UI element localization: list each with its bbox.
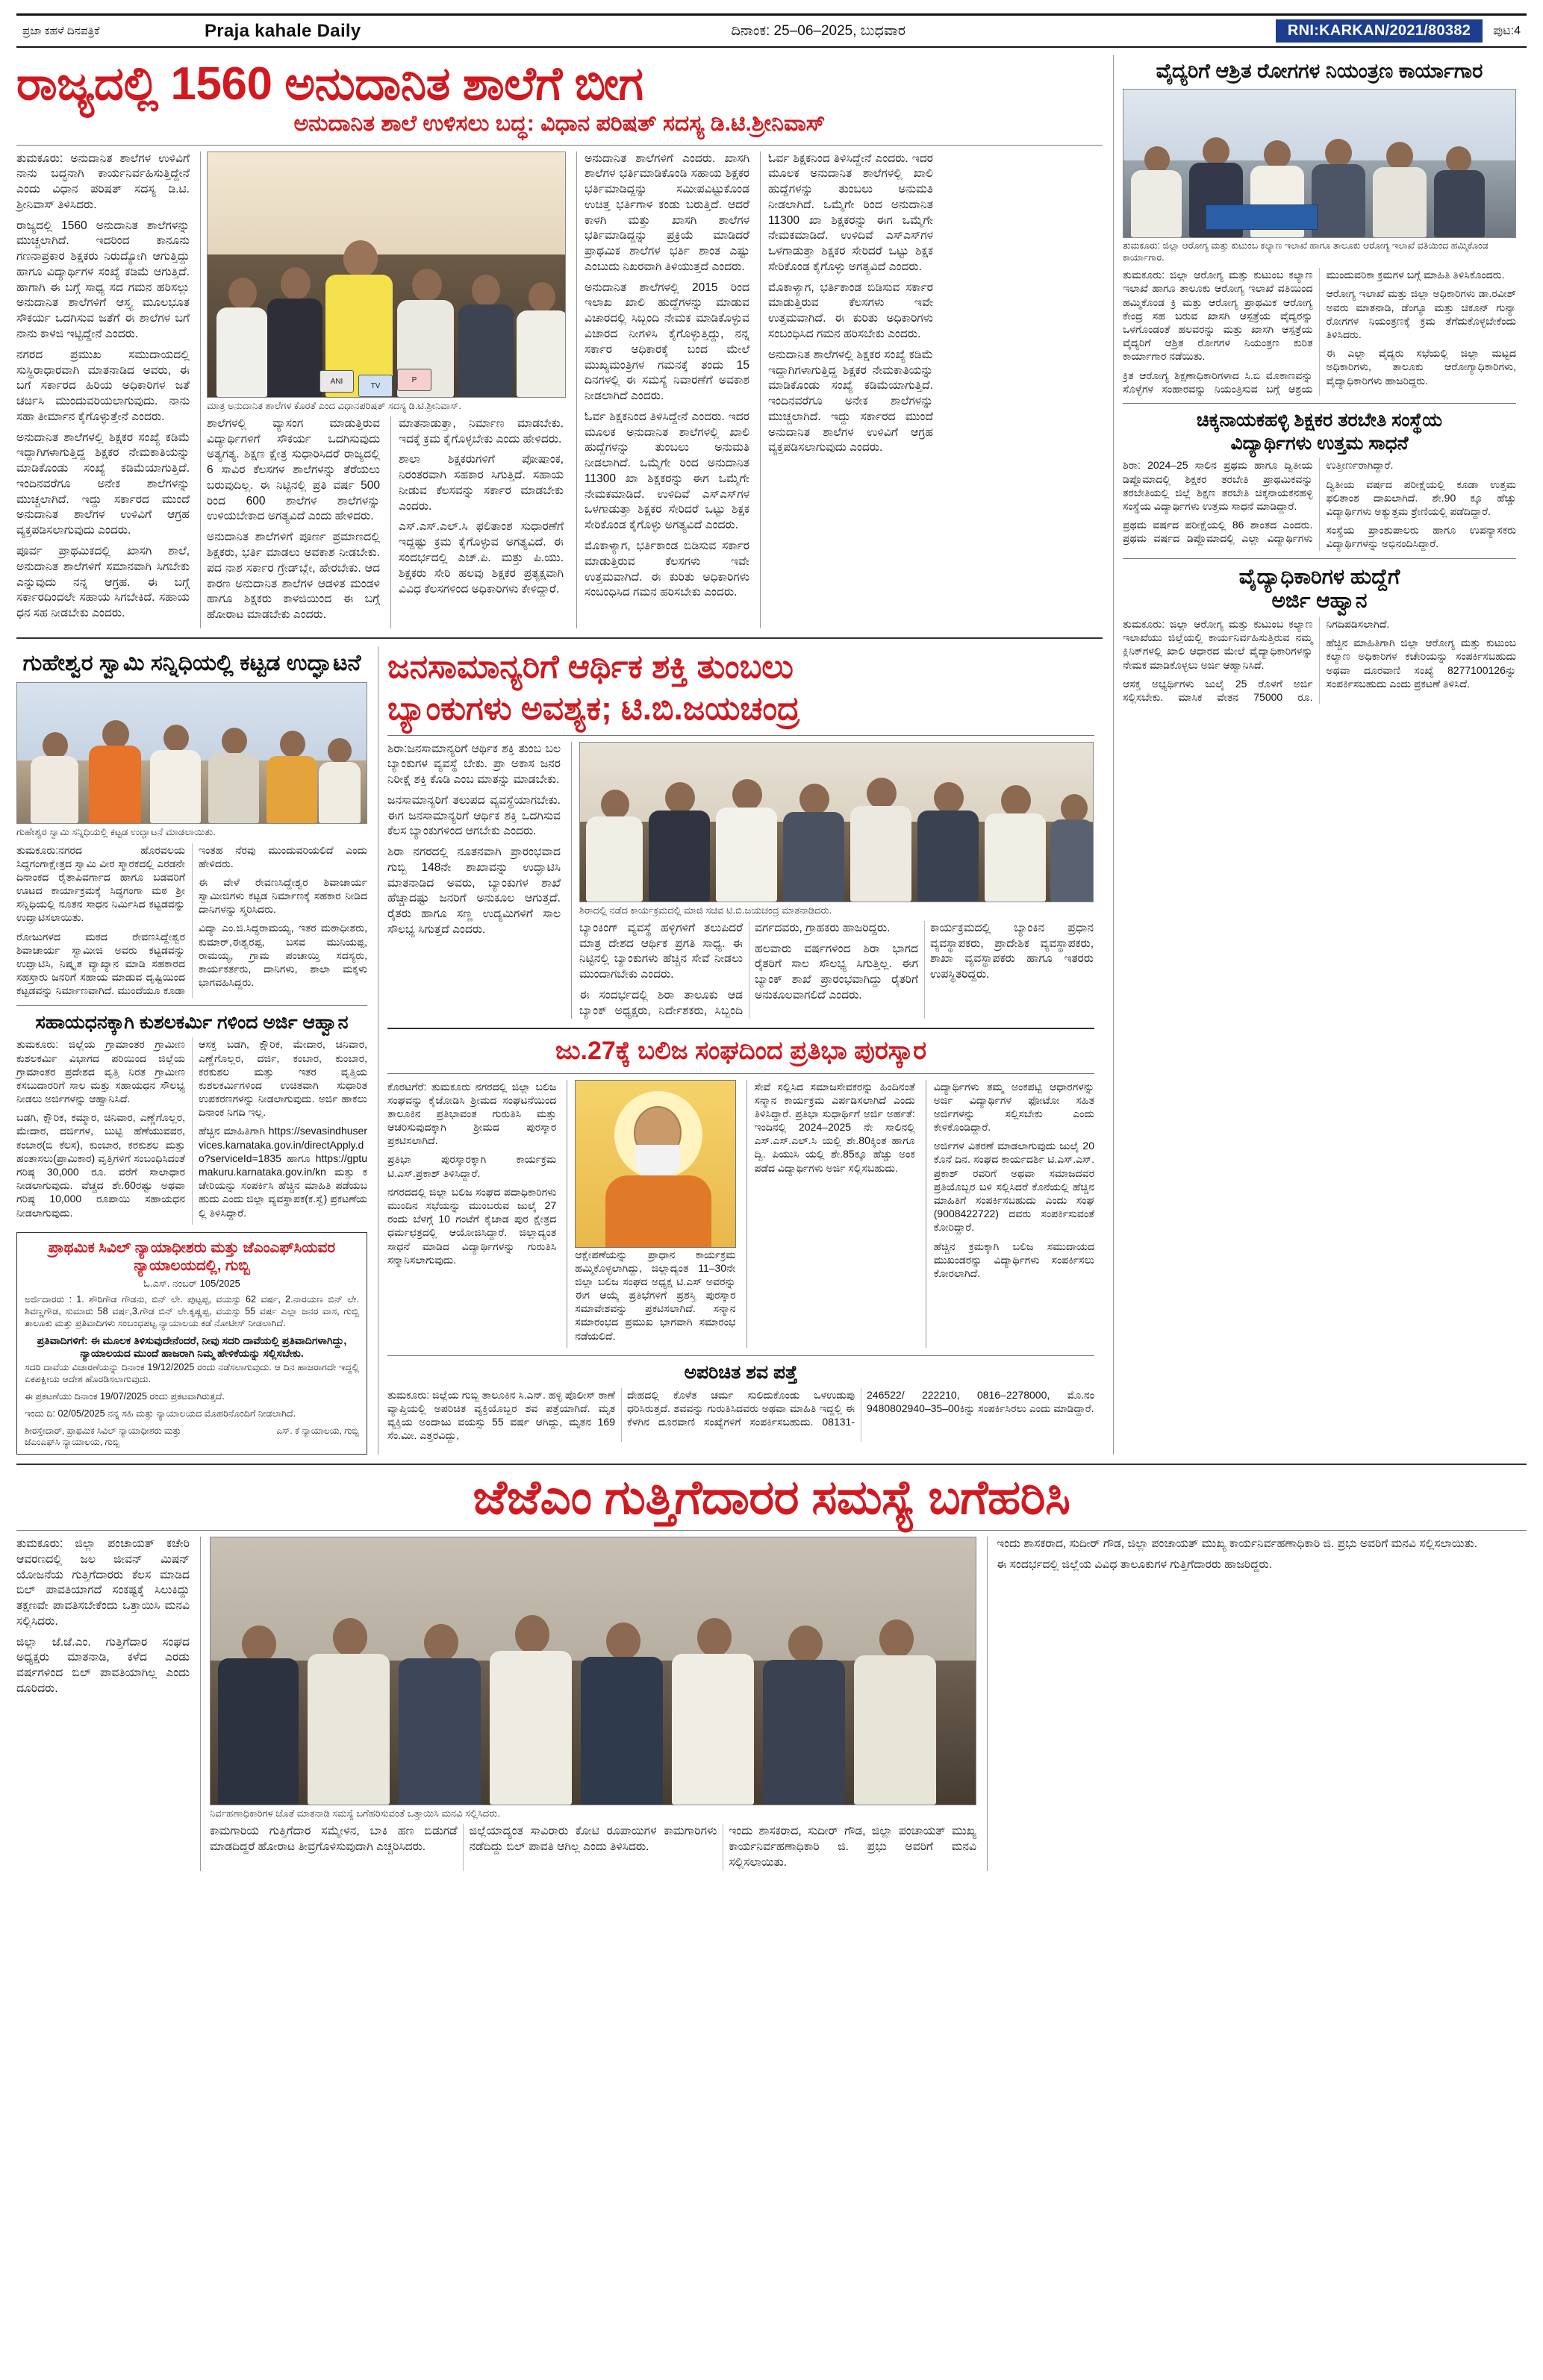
guheshwara-photo [16,682,367,824]
right-story3-headline-l1: ವೈದ್ಯಾಧಿಕಾರಿಗಳ ಹುದ್ದೆಗೆ [1238,564,1400,588]
lead-para: ಶಾಲಾ ಶಿಕ್ಷಕರುಗಳಿಗೆ ಪೋಷಾಂಕ, ನಿರಂತರವಾಗಿ ಸಹಕಾರ ಸಿಗುತ್ತಿದೆ. ಸಹಾಯ ನೀಡುವ ಕೆಲಸವನ್ನು ಸರ್ಕಾರ ಮಾಡಬೇಕು ಎಂದರು. [399,453,564,513]
bottom-photo-caption: ನಿರ್ವಹಣಾಧಿಕಾರಿಗಳ ಜೊತೆ ಮಾತನಾಡಿ ಸಮಸ್ಯೆ ಬಗೆಹರಿಸುವಂತೆ ಒತ್ತಾಯಿಸಿ ಮನವಿ ಸಲ್ಲಿಸಿದರು. [210,1808,500,1819]
masthead-page-number: ಪುಟ:4 [1493,24,1521,37]
bank-para: ಶಿರಾ:ಜನಸಾಮಾನ್ಯರಿಗೆ ಆರ್ಥಿಕ ಶಕ್ತಿ ತುಂಬ ಬಲ ಬ್ಯಾಂಕುಗಳ ವ್ಯವಸ್ಥೆ ಬೇಕು. ಪ್ರಾ ಅಕಾಸ ಜನರ ನಿರೀಕ್ಷೆ ಶಕ್ತಿ ಕೊಡಿ ಎಂಬ ಮಾತನ್ನು ಮಾಡಬೇಕು. [387,742,561,787]
award-para: ವಿದ್ಯಾರ್ಥಿಗಳು ತಮ್ಮ ಅಂಕಪಟ್ಟಿ ಆಧಾರಗಳನ್ನು ಅರ್ಜಿ ವಿದ್ಯಾರ್ಥಿಗಳ ಫೋಟೋ ಸಹಿತ ಅರ್ಜಿಗಳನ್ನು ಸಲ್ಲಿಸಬೇಕು ಎಂದು ಕೇಳಿಕೊಂಡಿದ್ದಾರೆ. [933,1080,1094,1134]
legal-para: ಈ ಪ್ರಕಟಣೆಯು ದಿನಾಂಕ 19/07/2025 ರಂದು ಪ್ರಕಟವಾಗಿರುತ್ತದೆ. [25,1391,225,1402]
second-band [16,646,1103,1455]
bottom-para: ಇಂದು ಶಾಸಕರಾದ, ಸುದೀರ್ ಗೌಡ, ಜಿಲ್ಲಾ ಪಂಚಾಯತ್ ಮುಖ್ಯ ಕಾರ್ಯನಿರ್ವಹಣಾಧಿಕಾರಿ ಜಿ. ಪ್ರಭು ಅವರಿಗೆ ಮನವಿ ಸಲ್ಲಿಸಲಾಯಿತು. [997,1537,1478,1550]
right-story2-para: ಶಿರಾ: 2024–25 ಸಾಲಿನ ಪ್ರಥಮ ಹಾಗೂ ದ್ವಿತೀಯ ಡಿಪ್ಲೊಮಾದಲ್ಲಿ ಶಿಕ್ಷಕರ ತರಬೇತಿ ಪ್ರಾಥಮಿಕವನ್ನು ತರಬೇತಿಯಲ್ಲಿ ಜಿಲ್ಲೆ ಶಿಕ್ಷಣ ತರಬೇತಿ ಚಿಕ್ಕನಾಯಕನಹಳ್ಳಿ ಸಂಸ್ಥೆಯ ವಿದ್ಯಾರ್ಥಿಗಳು ಉತ್ತಮ ಸಾಧನೆ ಮಾಡಿದ್ದಾರೆ. [1123,459,1313,513]
lead-col-5 [760,152,933,628]
lead-photo: ANI TV P [207,152,566,398]
page-columns [16,55,1527,1455]
bottom-para: ಜಿಲ್ಲೆಯಾದ್ಯಂತ ಸಾವಿರಾರು ಕೋಟಿ ರೂಪಾಯಿಗಳ ಕಾಮಗಾರಿಗಳು ನಡೆದಿದ್ದು ಬಿಲ್ ಪಾವತಿ ಆಗಿಲ್ಲ ಎಂದು ತಿಳಿಸಿದರು. [469,1825,717,1854]
bank-photo-block [571,742,1094,1019]
legal-court-heading: ಪ್ರಾಥಮಿಕ ಸಿವಿಲ್ ನ್ಯಾಯಾಧೀಶರು ಮತ್ತು ಜೆಎಂಎಫ್‌ಸಿಯವರ ನ್ಯಾಯಾಲಯದಲ್ಲಿ, ಗುಬ್ಬಿ [48,1239,336,1274]
lead-para: ತುಮಕೂರು: ಅನುದಾನಿತ ಶಾಲೆಗಳ ಉಳಿವಿಗೆ ನಾನು ಬದ್ಧನಾಗಿ ಕಾರ್ಯನಿರ್ವಹಿಸುತ್ತಿದ್ದೇನೆ ಎಂದು ವಿಧಾನ ಪರಿಷತ್ ಸದಸ್ಯ ಡಿ.ಟಿ. ಶ್ರೀನಿವಾಸ್ ತಿಳಿಸಿದರು. [16,152,190,211]
right-story1-para: ಆರೋಗ್ಯ ಇಲಾಖೆ ಮತ್ತು ಜಿಲ್ಲಾ ಅಧಿಕಾರಿಗಳು ಡಾ.ರವೀಶ್ ಅವರು ಮಾತನಾಡಿ, ಡೆಂಗ್ಯೂ ಮತ್ತು ಚಿಕೂನ್ ಗುನ್ಯಾ ರೋಗಗಳ ನಿಯಂತ್ರಣಕ್ಕೆ ಕ್ರಮ ತೆಗೆದುಕೊಳ್ಳಬೇಕೆಂದು ತಿಳಿಸಿದರು. [1326,287,1516,341]
unknown-body-para: ದೇಹದಲ್ಲಿ ಕೊಳೆತ ಚರ್ಮ ಸುಲಿದುಕೊಂಡು ಒಳಉಡುಪು ಧರಿಸಿರುತ್ತದೆ. ಶವವನ್ನು ಗುರುತಿಸಿದವರು ಅಥವಾ ಮಾಹಿತಿ ಇದ್ದಲ್ಲಿ ಈ ಕೆಳಗಿನ ದೂರವಾಣಿ ಸಂಖ್ಯೆಗಳಿಗೆ ಸಂಪರ್ಕಿಸಬಹುದು. 08131-246522/ 222210, 0816–2278000, ಮೊ.ನಂ 9480802940–35–00ಕಿನ್ನು ಸಂಪರ್ಕಿಸಿರಲು ಎಂದು ಮಾಡಿದ್ದಾರೆ. [627,1388,1094,1428]
right-story1-para: ಕ್ರಿತ ಆರೋಗ್ಯ ಶಿಕ್ಷಣಾಧಿಕಾರಿಗಳಾದ ಸಿ.ಬಿ ಮೊಕಾಣವನ್ನು ಸೊಳ್ಳೆಗಳ ಸಂಹಾರವನ್ನು ನಿಯಂತ್ರಿಸುವ ಬಗ್ಗೆ ಆಶ್ರಯ ಮುಂದುವರಿಕಾ ಕ್ರಮಗಳ ಬಗ್ಗೆ ಮಾಹಿತಿ ತಿಳಿಸಿಕೊಂದರು. [1123,269,1505,395]
bank-photo-caption: ಶಿರಾದಲ್ಲಿ ನಡೆದ ಕಾರ್ಯಕ್ರಮದಲ್ಲಿ ಮಾಜಿ ಸಚಿವ ಟಿ.ಬಿ.ಜಯಚಂದ್ರ ಮಾತನಾಡಿದರು. [579,904,832,916]
right-story2-headline-l2: ವಿದ್ಯಾರ್ಥಿಗಳು ಉತ್ತಮ ಸಾಧನೆ [1230,432,1409,454]
bank-photo [579,742,1094,902]
masthead-publisher: ಪ್ರಜಾ ಕಹಳೆ ದಿನಪತ್ರಿಕೆ [22,24,100,37]
lead-para: ಅನುದಾನಿತ ಶಾಲೆಗಳಲ್ಲಿ ಶಿಕ್ಷಕರ ಸಂಖ್ಯೆ ಕಡಿಮೆ ಇದ್ದಾಗಿಗಳಾಗುತ್ತಿದ್ದ ಶಿಕ್ಷಕರ ನೇಮಕಾತಿಯನ್ನು ಮಾಡಿಕೊಂಡು ಸಂಖ್ಯೆ ಕಡಿಮೆಯಾಗುತ್ತಿದೆ. ಇಂದಿನವರೆಗೂ ಅನೇಕ ಶಾಲೆಗಳನ್ನು ಮುಚ್ಚಲಾಗಿದೆ. ಇದ್ದು ಸರ್ಕಾರದ ಮುಂದೆ ಅನುದಾನಿತ ಶಾಲೆಗಳ ಉಳಿವಿಗೆ ಆಗ್ರಹ ವ್ಯಕ್ತಪಡಿಸಲಾಗುವುದು ಎಂದರು. [768,348,933,455]
award-saint-poster [575,1080,735,1248]
award-para: ಕೊರಟಗೆರೆ: ತುಮಕೂರು ನಗರದಲ್ಲಿ ಜಿಲ್ಲಾ ಬಲಿಜ ಸಂಘವನ್ನು ಕೈಜೋಡಿಸಿ ಶ್ರೀಮದ ಸಂಘಟನೆಯಿಂದ ತಾಲೂಕಿನ ಪ್ರತಿಭಾವಂತ ಗುರುತಿಸಿ ಮತ್ತು ಆಚರಿಸುವುದಕ್ಕಾಗಿ ಶ್ರೀಮದ ಪುರಸ್ಕಾರ ಪ್ರಕಟಿಸಲಾಗಿದೆ. [387,1080,557,1147]
right-story1-caption: ತುಮಕೂರು: ಜಿಲ್ಲಾ ಆರೋಗ್ಯ ಮತ್ತು ಕುಟುಂಬ ಕಲ್ಯಾಣ ಇಲಾಖೆ ಹಾಗೂ ತಾಲೂಕು ಆರೋಗ್ಯ ಇಲಾಖೆ ವತಿಯಿಂದ ಹಮ್ಮಿಕೊಂಡ ಕಾರ್ಯಾಗಾರ. [1123,240,1489,263]
bank-para: ಬ್ಯಾಂಕಿಂಗ್ ವ್ಯವಸ್ಥೆ ಹಳ್ಳಿಗಳಿಗೆ ತಲುಪಿದರೆ ಮಾತ್ರ ದೇಶದ ಆರ್ಥಿಕ ಪ್ರಗತಿ ಸಾಧ್ಯ. ಈ ನಿಟ್ಟಿನಲ್ಲಿ ಬ್ಯಾಂಕುಗಳು ಹೆಚ್ಚಿನ ಸೇವೆ ನೀಡಲು ಮುಂದಾಗಬೇಕು ಎಂದರು. [579,921,743,981]
bank-para: ಕಾರ್ಯಕ್ರಮದಲ್ಲಿ ಬ್ಯಾಂಕಿನ ಪ್ರಧಾನ ವ್ಯವಸ್ಥಾಪಕರು, ಪ್ರಾದೇಶಿಕ ವ್ಯವಸ್ಥಾಪಕರು, ಶಾಖಾ ವ್ಯವಸ್ಥಾಪಕರು ಹಾಗೂ ಇತರರು ಉಪಸ್ಥಿತರಿದ್ದರು. [930,921,1094,981]
legal-footer: ಇಂದು ದಿ: 02/05/2025 ನನ್ನ ಸಹಿ ಮತ್ತು ನ್ಯಾಯಾಲಯದ ಮೊಹರಿನೊಂದಿಗೆ ನೀಡಲಾಗಿದೆ. [25,1408,296,1419]
bank-para: ಜನಸಾಮಾನ್ಯರಿಗೆ ತಲುಪದ ವ್ಯವಸ್ಥೆಯಾಗಬೇಕು. ಈಗ ಜನಸಾಮಾನ್ಯರಿಗೆ ಆರ್ಥಿಕ ಶಕ್ತಿ ಒದಗಿಸುವ ಕೆಲಸ ಬ್ಯಾಂಕುಗಳಿಂದ ಆಗಬೇಕು ಎಂದರು. [387,793,561,838]
masthead [16,13,1527,48]
lead-para: ಮೊಕಾಳ್ಯಾಗ, ಭರ್ತಿಕಾಂಡ ಬಿಡಿಸುವ ಸರ್ಕಾರ ಮಾಡುತ್ತಿರುವ ಕೆಲಸಗಳು ಇವೇ ಉತ್ತಮವಾಗಿದೆ. ಈ ಕುರಿತು ಅಧಿಕಾರಿಗಳು ಸಂಬಂಧಿಸಿದ ಗಮನ ಹರಿಸಬೇಕು ಎಂದರು. [768,281,933,341]
bottom-para: ಈ ಸಂದರ್ಭದಲ್ಲಿ ಜಿಲ್ಲೆಯ ವಿವಿಧ ತಾಲೂಕುಗಳ ಗುತ್ತಿಗೆದಾರರು ಹಾಜರಿದ್ದರು. [997,1558,1272,1571]
lead-para: ನಗರದ ಪ್ರಮುಖ ಸಮುದಾಯದಲ್ಲಿ ಸುಸ್ಥಿರಾಧಾರವಾಗಿ ಮಾತನಾಡಿದ ಅವರು, ಈ ಬಗೆ ಸರ್ಕಾರದ ಹಿರಿಯ ಅಧಿಕಾರಿಗಳ ಜತೆ ಚರ್ಚಿಸಿ ಮುಂದುವರಿಯಲಾಗುವುದು. ನಾನು ಸಹಾ ತೀರ್ಮಾನ ಕೈಗೊಳ್ಳುತ್ತೇನೆ ಎಂದರು. [16,348,190,423]
bank-col-1 [387,742,561,1019]
right-story3-para: ಹೆಚ್ಚಿನ ಮಾಹಿತಿಗಾಗಿ ಜಿಲ್ಲಾ ಆರೋಗ್ಯ ಮತ್ತು ಕುಟುಂಬ ಕಲ್ಯಾಣ ಅಧಿಕಾರಿಗಳ ಕಚೇರಿಯನ್ನು ಸಂಪರ್ಕಿಸಬಹುದು ಅಥವಾ ದೂರವಾಣಿ ಸಂಖ್ಯೆ 8277100126ನ್ನು ಸಂಪರ್ಕಿಸಬಹುದು ಎಂದು ಪ್ರಕಟಣೆ ತಿಳಿಸಿದೆ. [1326,637,1516,690]
award-para: ಹೆಚ್ಚಿನ ಕ್ರಮಕ್ಕಾಗಿ ಬಲಿಜ ಸಮುದಾಯದ ಮುಖಂಡರನ್ನು ವಿದ್ಯಾರ್ಥಿಗಳು ಸಂಪರ್ಕಿಸಲು ಕೋರಲಾಗಿದೆ. [933,1240,1094,1279]
bottom-col-right [987,1537,1509,1871]
masthead-rni: RNI:KARKAN/2021/80382 [1276,19,1483,43]
main-column [16,55,1103,1455]
bank-headline-line2: ಬ್ಯಾಂಕುಗಳು ಅವಶ್ಯಕ; ಟಿ.ಬಿ.ಜಯಚಂದ್ರ [387,690,800,728]
guheshwara-headline: ಗುಹೇಶ್ವರ ಸ್ವಾಮಿ ಸನ್ನಿಧಿಯಲ್ಲಿ ಕಟ್ಟಡ ಉದ್ಘಾಟನೆ [22,650,361,675]
right-story2-headline-l1: ಚಿಕ್ಕನಾಯಕಹಳ್ಳಿ ಶಿಕ್ಷಕರ ತರಬೇತಿ ಸಂಸ್ಥೆಯ [1196,409,1443,431]
lead-para: ಮೊಕಾಳ್ಯಾಗ, ಭರ್ತಿಕಾಂಡ ಬಿಡಿಸುವ ಸರ್ಕಾರ ಮಾಡುತ್ತಿರುವ ಕೆಲಸಗಳು ಇವೇ ಉತ್ತಮವಾಗಿದೆ. ಈ ಕುರಿತು ಅಧಿಕಾರಿಗಳು ಸಂಬಂಧಿಸಿದ ಗಮನ ಹರಿಸಬೇಕು ಎಂದರು. [585,539,749,599]
lead-col-1 [16,152,190,628]
legal-subhead: ಪ್ರತಿವಾದಿಗಳಿಗೆ: ಈ ಮೂಲಕ ತಿಳಿಸುವುದೇನೆಂದರೆ, ನೀವು ಸದರಿ ದಾವೆಯಲ್ಲಿ ಪ್ರತಿವಾದಿಗಳಾಗಿದ್ದು, ನ್ಯಾಯಾಲಯದ ಮುಂದೆ ಹಾಜರಾಗಿ ನಿಮ್ಮ ಹೇಳಿಕೆಯನ್ನು ಸಲ್ಲಿಸಬೇಕು. [37,1334,347,1360]
right-story1-para: ತುಮಕೂರು: ಜಿಲ್ಲಾ ಆರೋಗ್ಯ ಮತ್ತು ಕುಟುಂಬ ಕಲ್ಯಾಣ ಇಲಾಖೆ ಹಾಗೂ ತಾಲೂಕು ಆರೋಗ್ಯ ಇಲಾಖೆ ವತಿಯಿಂದ ಹಮ್ಮಿಕೊಂಡ ಕ್ರಿ ಮತ್ತು ಆರೋಗ್ಯ ಪ್ರಾಥಮಿಕ ಆರೋಗ್ಯ ಕೇಂದ್ರ ಸಹ ಬರುವ ಖಾಸಗಿ ಆಸ್ಪತ್ರೆಯ ವೈದ್ಯರನ್ನು ಒಳಗೊಂಡಂತೆ ಹಲವರನ್ನು ಮತ್ತು ಖಾಸಗಿ ಆಸ್ಪತ್ರೆಯ ವೈದ್ಯರಿಗೆ ಆಶ್ರಿತ ರೋಗಗಳ ನಿಯಂತ್ರಣ ಕುರಿತ ಕಾರ್ಯಾಗಾರ ನಡೆಯಿತು. [1123,269,1313,363]
help-para: ತುಮಕೂರು: ಜಿಲ್ಲೆಯ ಗ್ರಾಮಾಂತರ ಗ್ರಾಮೀಣ ಕುಶಲಕರ್ಮಿ ವಿಭಾಗದ ಪರಿಯಿಂದ ಜಿಲ್ಲೆಯ ಗ್ರಾಮಾಂತರ ಪ್ರದೇಶದ ವೃತ್ತಿ ನಿರತ ಗ್ರಾಮೀಣ ಕಸಬುದಾರರಿಗೆ ಸಾಲ ಮತ್ತು ಸಹಾಯಧನ ಸೌಲಭ್ಯ ನೀಡಲು ಅರ್ಜಿಗಳನ್ನು ಆಹ್ವಾನಿಸಿದೆ. [16,1038,185,1105]
guheshwara-para: ತುಮಕೂರು:ನಗರದ ಹೊರವಲಯ ಸಿದ್ಧಗಂಗಾಕ್ಷೇತ್ರದ ಸ್ವಾಮಿ ವೀರ ಸ್ಮಾರಕದಲ್ಲಿ ಎರಡನೇ ದಿನಾಂಕದ ರೈತಾಪಿವರ್ಗಾದ ಹಾಗೂ ಬಡವರಿಗೆ ಊಟದ ಕಾರ್ಯಾಕ್ರಮಕ್ಕೆ ಸಿದ್ಧಗಂಗಾ ಮಠ ಶ್ರೀ ಸನ್ನಿಧಿಯಲ್ಲಿ ನೂತನ ಸಾಧನ ನಿರ್ಮಿಸಿದ ಕಟ್ಟಡವನ್ನು ಉದ್ಘಾಟಿಸಲಾಯಿತು. [16,843,185,924]
legal-sign-right: ಎಸ್. ಕೆ ನ್ಯಾಯಾಲಯ, ಗುಬ್ಬಿ [276,1425,359,1436]
bottom-col-1 [16,1537,190,1871]
bottom-para: ತುಮಕೂರು: ಜಿಲ್ಲಾ ಪಂಚಾಯತ್ ಕಚೇರಿ ಆವರಣದಲ್ಲಿ ಜಲ ಜೀವನ್ ಮಿಷನ್ ಯೋಜನೆಯ ಗುತ್ತಿಗೆದಾರರು ಕೆಲಸ ಮಾಡಿದ ಬಿಲ್ ಪಾವತಿಯಾಗದೆ ಸಂಕಷ್ಟಕ್ಕೆ ಸಿಲುಕಿದ್ದು ತಕ್ಷಣವೇ ಪಾವತಿಸಬೇಕೆಂದು ಒತ್ತಾಯಿಸಿ ಮನವಿ ಸಲ್ಲಿಸಿದರು. [16,1537,190,1628]
masthead-date: ದಿನಾಂಕ: 25–06–2025, ಬುಧವಾರ [731,22,905,39]
right-story1-headline: ವೈದ್ಯರಿಗೆ ಆಶ್ರಿತ ರೋಗಗಳ ನಿಯಂತ್ರಣ ಕಾರ್ಯಾಗಾರ [1156,60,1483,82]
help-para: ಆಸಕ್ತ ಬಡಗಿ, ಕ್ಷೌರಿಕ, ಮೇದಾರ, ಚಿನಿವಾರ, ಎಣ್ಣೆಗೊಲ್ಲರ, ದರ್ಜಿ, ಕಂಬಾರ, ಕುಂಬಾರ, ಕರಕುಶಲ ಮತ್ತು ಇತರ ವೃತ್ತಿಯ ಕುಶಲಕರ್ಮಿಗಳಿಂದ ಉಚಿತವಾಗಿ ಸುಧಾರಿತ ಉಪಕರಣಗಳನ್ನು ನೀಡಲಾಗುವುದು. ಅರ್ಜಿ ಹಾಕಲು ದಿನಾಂಕ ನಿಗದಿ ಇಲ್ಲ. [199,1038,367,1119]
right-story1-photo [1123,89,1516,238]
bottom-para: ಕಾಮಗಾರಿಯ ಗುತ್ತಿಗೆದಾರ ಸಮ್ಮೇಳನ, ಬಾಕಿ ಹಣ ಬಿಡುಗಡೆ ಮಾಡದಿದ್ದರೆ ಹೋರಾಟ ತೀವ್ರಗೊಳಿಸುವುದಾಗಿ ಎಚ್ಚರಿಸಿದರು. [210,1825,458,1854]
unknown-body-headline: ಅಪರಿಚಿತ ಶವ ಪತ್ತೆ [684,1361,798,1383]
unknown-body-para: ತುಮಕೂರು: ಜಿಲ್ಲೆಯ ಗುಬ್ಬಿ ತಾಲೂಕಿನ ಸಿ.ಎನ್. ಹಳ್ಳಿ ಪೊಲೀಸ್ ಠಾಣೆ ವ್ಯಾಪ್ತಿಯಲ್ಲಿ ಅಪರಿಚಿತ ವ್ಯಕ್ತಿಯೊಬ್ಬರ ಶವ ಪತ್ತೆಯಾಗಿದೆ. ಮೃತ ವ್ಯಕ್ತಿಯ ಅಂದಾಜು ವಯಸ್ಸು 55 ವರ್ಷ ಆಗಿದ್ದು, ಮೃತನ 169 ಸೆಂ.ಮೀ. ಎತ್ತರವಿದ್ದು, [387,1388,615,1442]
right-story2-para: ದ್ವಿತೀಯ ವರ್ಷದ ಪರೀಕ್ಷೆಯಲ್ಲಿ ಕೂಡಾ ಉತ್ತಮ ಫಲಿತಾಂಶ ದಾಖಲಾಗಿದೆ. ಶೇ.90 ಕ್ಕೂ ಹೆಚ್ಚು ವಿದ್ಯಾರ್ಥಿಗಳು ಅತ್ಯುತ್ತಮ ಶ್ರೇಣಿಯಲ್ಲಿ ಪಡೆದಿದ್ದಾರೆ. [1326,478,1516,518]
award-col-4 [926,1080,1094,1348]
award-para: ಸೇವೆ ಸಲ್ಲಿಸಿದ ಸಮಾಜಸೇವಕರನ್ನು ಹಿಂದಿನಂತೆ ಸನ್ಮಾನ ಕಾರ್ಯಕ್ರಮ ಎರ್ಪಡಿಸಲಾಗಿದೆ ಎಂದು ತಿಳಿಸಿದ್ದಾರೆ. ಪ್ರತಿಭಾ ಸುಧಾರ್ಥಿಗೆ ಅರ್ಜಿ ಅರ್ಹತೆ: ಇಂದಿನಲ್ಲಿ 2024–2025 ನೇ ಸಾಲಿನಲ್ಲಿ ಎಸ್.ಎಸ್.ಎಲ್.ಸಿ ಯಲ್ಲಿ ಶೇ.80ಕ್ಕಿಂತ ಹಾಗೂ ದ್ವಿ. ಪಿಯುಸಿ ಯಲ್ಲಿ ಶೇ.85ಕ್ಕೂ ಹೆಚ್ಚು ಅಂಕ ಪಡೆದ ವಿದ್ಯಾರ್ಥಿಗಳು ಅರ್ಜಿ ಸಲ್ಲಿಸಬಹುದು. [754,1080,915,1174]
help-headline: ಸಹಾಯಧನಕ್ಕಾಗಿ ಕುಶಲಕರ್ಮಿ ಗಳಿಂದ ಅರ್ಜಿ ಆಹ್ವಾನ [35,1011,349,1033]
help-url-para: ಹೆಚ್ಚಿನ ಮಾಹಿತಿಗಾಗಿ https://sevasindhuservices.karnataka.gov.in/directApply.do?serviceId=1835 ಹಾಗೂ https://gptumakuru.karnataka.gov.in/kn ಮತ್ತು ಕಚೇರಿಯನ್ನು ಸಂಪರ್ಕಿಸಿ ಹೆಚ್ಚಿನ ಮಾಹಿತಿ ಪಡೆಯಬಹುದು ಎಂದು ಜಿಲ್ಲಾ ವ್ಯವಸ್ಥಾಪಕ(ಕ.ಸ್ವೆ) ಪ್ರಕಟಣೆಯಲ್ಲಿ ತಿಳಿಸಿದ್ದಾರೆ. [199,1125,367,1219]
award-headline: ಜು.27ಕ್ಕೆ ಬಲಿಜ ಸಂಘದಿಂದ ಪ್ರತಿಭಾ ಪುರಸ್ಕಾರ [555,1037,927,1066]
lead-para: ಅನುದಾನಿತ ಶಾಲೆಗಳಲ್ಲಿ 2015 ರಿಂದ ಇಲಾಖ ಖಾಲಿ ಹುದ್ದೆಗಳನ್ನು ಮಾಡುವ ವಿಚಾರದಲ್ಲಿ ಸಿಬ್ಬಂದಿ ನೇಮಕ ಮಾಡಿಕೊಳ್ಳುವ ವಿಚಾರದ ನೀಗಳಿಸಿ ಕೈಗೊಳ್ಳುತ್ತಿದ್ದು, ನನ್ನ ಸರ್ಕಾರ ಅಧಿಕಾರಕ್ಕೆ ಬಂದ ಮೇಲೆ ಮುಖ್ಯಮಂತ್ರಿಗಳ ಗಮನಕ್ಕೆ ತಂದು 15 ದಿನಗಳಲ್ಲಿ ಈ ಸಮಸ್ಯೆ ನಿವಾರಣೆಗೆ ಅವಕಾಶ ನೀಡಲಾಗಿದೆ ಎಂದರು. [585,281,749,403]
lead-para: ಅನುದಾನಿತ ಶಾಲೆಗಳಿಗೆ ಪೂರ್ಣ ಪ್ರಮಾಣದಲ್ಲಿ ಶಿಕ್ಷಕರು, ಭರ್ತಿ ಮಾಡಲು ಅವಕಾಶ ನೀಡಬೇಕು. ಪದ ನಾಶ ಸರ್ಕಾರ ಗ್ರೇಡ್‌ಬ್ಲೇ, ಹೇರಬೇಕು. ಆದ ಕಾರಣ ಅನುದಾನಿತ ಶಾಲೆಗಳ ಆಡಳಿತ ಮಂಡಳಿ ಹಾಗೂ ಶಿಕ್ಷಕರು ಕಾಳಜಿಯಿಂದ ಈ ಬಗ್ಗೆ ಹೋರಾಟ ಮಾಡಬೇಕು ಎಂದರು. [207,531,380,622]
legal-notice-box [16,1232,367,1455]
right-story3-para: ತುಮಕೂರು: ಜಿಲ್ಲಾ ಆರೋಗ್ಯ ಮತ್ತು ಕುಟುಂಬ ಕಲ್ಯಾಣ ಇಲಾಖೆಯು ಜಿಲ್ಲೆಯಲ್ಲಿ ಕಾರ್ಯನಿರ್ವಹಿಸುತ್ತಿರುವ ನಮ್ಮ ಕ್ಲಿನಿಕ್‌ಗಳಲ್ಲಿ ಖಾಲಿ ಆಧಾರದ ಮೇಲೆ ವೈದ್ಯಾಧಿಕಾರಿಗಳನ್ನು ನೇಮಕ ಮಾಡಿಕೊಳ್ಳಲು ಅರ್ಜಿ ಆಹ್ವಾನಿಸಿದೆ. [1123,617,1313,671]
guheshwara-para: ರೋಜುಗಳದ ಮಠದ ರೇವಣಸಿದ್ದೇಶ್ವರ ಶಿವಾಚಾರ್ಯ ಸ್ವಾಮೀಜಿ ಅವರು ಕಟ್ಟಡವನ್ನು ಉದ್ಘಾಟಿಸಿ, ನಿಷ್ಕೃತ ವ್ಯಾಖ್ಯಾನ ಮಾಡಿ ಸಹಕಾರದ ಸಹಸ್ರಾರು ಜನರಿಗೆ ಸಹಾಯ ಮಾಡುವ ದೃಷ್ಟಿಯಿಂದ ಕಟ್ಟಡವನ್ನು ನಿರ್ಮಾಣವಾಗಿದೆ. ಮುಂದೆಯೂ ಕೂಡಾ ಇಂತಹ ನೆರವು ಮುಂದುವರಿಯಲಿದೆ ಎಂದು ಹೇಳಿದರು. [16,843,367,997]
right-column [1113,55,1516,1455]
award-para: ಪ್ರತಿಭಾ ಪುರಸ್ಕಾರಕ್ಕಾಗಿ ಕಾರ್ಯಕ್ರಮ ಟಿ.ಎಸ್.ಪ್ರಕಾಶ್ ತಿಳಿಸಿದ್ದಾರೆ. [387,1153,557,1179]
right-story3-headline-l2: ಅರ್ಜಿ ಆಹ್ವಾನ [1271,588,1368,612]
lead-photo-caption: ಮಾತ್ರ ಅನುದಾನಿತ ಶಾಲೆಗಳ ಕೊರತೆ ಎಂದ ವಿಧಾನಪರಿಷತ್ ಸದಸ್ಯ ಡಿ.ಟಿ.ಶ್ರೀನಿವಾಸ್. [207,399,461,411]
lead-para: ಓರ್ವ ಶಿಕ್ಷಕನಿಂದ ತಿಳಿಸಿದ್ದೇನೆ ಎಂದರು. ಇದರ ಮೂಲಕ ಅನುದಾನಿತ ಶಾಲೆಗಳಲ್ಲಿ ಖಾಲಿ ಹುದ್ದೆಗಳನ್ನು ತುಂಬಲು ಅನುಮತಿ ನೀಡಲಾಗಿದೆ. ಒಮ್ಮೆಗೇ ರಿಂದ ಅನುದಾನಿತ 11300 ಖಾ ಶಿಕ್ಷಕರನ್ನು ಈಗ ಒಮ್ಮೆಗೇ ನೇಮಕಮಾಡಿದೆ. ಉಳಿದಿವೆ ಎಸ್‌ಎಸ್‌ಗಳ ಒಳಗಾಡುತ್ತಾ ಶಿಕ್ಷಕರ ಸೇರಿದರೆ ಒಟ್ಟು ಶಿಕ್ಷಕ ಸೇರಿಕೊಂಡ ಕೈಗೊಳ್ಳು ಅಗತ್ಯವಿದೆ ಎಂದರು. [768,152,933,273]
help-para: ಬಡಗಿ, ಕ್ಷೌರಿಕ, ಕಮ್ಮಾರ, ಚಿನಿವಾರ, ಎಣ್ಣೆಗೊಲ್ಲರ, ಮೇದಾರ, ದರ್ಜಿಗಳ, ಬುಟ್ಟಿ ಹೆಣೆಯುವವರ, ಕಂಬಾರ(ಬಿ ಕೆಲಸ), ಕುಂಬಾರ, ಕರಕುಶಲ ಮತ್ತು ಹಂತಾಸಲು(ಪ್ರಾಮಿಕಾರ) ವೃತ್ತಿಗಳಿಗೆ ಸಂಬಂಧಿಸಿದಂತೆ ಗರಿಷ್ಠ 30,000 ರೂ. ವರೆಗೆ ಸಾಲಾಧಾರ ನೀಡಲಾಗುವುದು. ವೆಚ್ಚದ ಶೇ.60ರಷ್ಟು ಅಥವಾ ಗರಿಷ್ಠ 10,000 ರೂಪಾಯಿ ಸಹಾಯಧನ ನೀಡಲಾಗುವುದು. [16,1111,185,1219]
bottom-photo-block [200,1537,976,1871]
lead-headline: ರಾಜ್ಯದಲ್ಲಿ 1560 ಅನುದಾನಿತ ಶಾಲೆಗೆ ಬೀಗ [16,58,643,110]
award-col-1 [387,1080,556,1348]
bottom-para: ಇಂದು ಶಾಸಕರಾದ, ಸುದೀರ್ ಗೌಡ, ಜಿಲ್ಲಾ ಪಂಚಾಯತ್ ಮುಖ್ಯ ಕಾರ್ಯನಿರ್ವಹಣಾಧಿಕಾರಿ ಜಿ. ಪ್ರಭು ಅವರಿಗೆ ಮನವಿ ಸಲ್ಲಿಸಲಾಯಿತು. [729,1825,976,1869]
lead-para: ಅನುದಾನಿತ ಶಾಲೆಗಳಲ್ಲಿ ಶಿಕ್ಷಕರ ಸಂಖ್ಯೆ ಕಡಿಮೆ ಇದ್ದಾಗಿಗಳಾಗುತ್ತಿದ್ದ ಶಿಕ್ಷಕರ ನೇಮಕಾತಿಯನ್ನು ಮಾಡಿಕೊಂಡು ಸಂಖ್ಯೆ ಕಡಿಮೆಯಾಗುತ್ತಿದೆ. ಇಂದಿನವರೆಗೂ ಅನೇಕ ಶಾಲೆಗಳನ್ನು ಮುಚ್ಚಲಾಗಿದೆ. ಇದ್ದು ಸರ್ಕಾರದ ಮುಂದೆ ಅನುದಾನಿತ ಶಾಲೆಗಳ ಉಳಿವಿಗೆ ಆಗ್ರಹ ವ್ಯಕ್ತಪಡಿಸಲಾಗುವುದು ಎಂದರು. [16,431,190,537]
award-para: ಅರ್ಜಿಗಳ ವಿತರಣೆ ಮಾಡಲಾಗುವುದು ಜುಲೈ 20 ಕೊನೆ ದಿನ. ಸಂಘದ ಕಾರ್ಯದರ್ಶಿ ಟಿ.ಎಸ್.ಎಸ್. ಪ್ರಕಾಶ್ ರವರಿಗೆ ಅಥವಾ ಸಮಾಜದವರ ಪ್ರತಿಯೊಬ್ಬರ ಬಳಿ ಸಲ್ಲಿಸಿದರೆ ಕೊನೆಯಲ್ಲಿ ಹೆಚ್ಚಿನ ಮಾಹಿತಿಗೆ ಸಂಪರ್ಕಿಸಬಹುದು ಎಂದು ಸಂಘ (9008422722) ದವರು ಸಂಪರ್ಕಿಸುವಂತೆ ಕೋರಿದ್ದಾರೆ. [933,1140,1094,1234]
masthead-title: Praja kahale Daily [205,20,361,41]
lead-para: ಪೂರ್ವ ಪ್ರಾಥಮಿಕದಲ್ಲಿ ಖಾಸಗಿ ಶಾಲೆ, ಅನುದಾನಿತ ಶಾಲೆಗಳಿಗೆ ಸಮಾನವಾಗಿ ಸಿಗಬೇಕು ಎನ್ನುವುದು ನನ್ನ ಆಗ್ರಹ. ಈ ಬಗ್ಗೆ ಸರ್ಕಾರದಿಂದಲೇ ಸಹಾಯ ಸಿಗಬೇಕಿದೆ. ಸಹಾಯ ಧನ ಸಹ ನೀಡಬೇಕು ಎಂದರು. [16,544,190,620]
right-story3-para: ಆಸಕ್ತ ಅಭ್ಯರ್ಥಿಗಳು ಜುಲೈ 25 ರೊಳಗೆ ಅರ್ಜಿ ಸಲ್ಲಿಸಬೇಕು. ಮಾಸಿಕ ವೇತನ 75000 ರೂ. ನಿಗದಿಪಡಿಸಲಾಗಿದೆ. [1123,617,1390,703]
guheshwara-para: ವಿದ್ಯಾ ಎಂ.ಜಿ.ಸಿದ್ಧರಾಮಯ್ಯ, ಇತರ ಮಠಾಧೀಶರು, ಕುಮಾರ್,ಈಶ್ವರಪ್ಪ, ಬಸವ ಮುನಿಯಪ್ಪ, ರಾಮಯ್ಯ, ಗ್ರಾಮ ಪಂಚಾಯ್ತಿ ಸದಸ್ಯರು, ಕಾರ್ಯಕರ್ತರು, ದಾನಿಗಳು, ಶಾಲಾ ಮಕ್ಕಳು ಭಾಗವಹಿಸಿದ್ದರು. [199,922,367,989]
lead-para: ರಾಜ್ಯದಲ್ಲಿ 1560 ಅನುದಾನಿತ ಶಾಲೆಗಳನ್ನು ಮುಚ್ಚಲಾಗಿದೆ. ಇದರಿಂದ ಕಾನೂನು ಗಣನಾಪ್ರಕಾರ ಶಿಕ್ಷಕರು ನಿರುದ್ಯೋಗಿ ಆಗುತ್ತಿದ್ದು ಹಾಗೂ ವಿದ್ಯಾರ್ಥಿಗಳ ಸಂಖ್ಯೆ ಕಡಿಮೆ ಆಗುತ್ತಿದೆ. ಹಾಗಾಗಿ ಈ ಬಗ್ಗೆ ಸಾಧ್ಯ ಸದ ಗಮನ ಹರಿಸಲ್ಲು ಅನುದಾನಿತ ಶಾಲೆಗಳಿಗೆ ಆಸ್ತ್ಯ ಮೂಲಭೂತ ಸೌಕರ್ಯ ಒದಗಿಸುವ ಜತೆಗೆ ಈ ಶಾಲೆಗಳ ಬಗೆ ನಾನು ಕಾಳಜಿ ಇಟ್ಟಿದ್ದೇನೆ ಎಂದರು. [16,219,190,341]
right-story2-para: ಸಂಸ್ಥೆಯ ಪ್ರಾಂಶುಪಾಲರು ಹಾಗೂ ಉಪನ್ಯಾಸಕರು ವಿದ್ಯಾರ್ಥಿಗಳನ್ನು ಅಭಿನಂದಿಸಿದ್ದಾರೆ. [1326,524,1516,550]
bank-headline-line1: ಜನಸಾಮಾನ್ಯರಿಗೆ ಆರ್ಥಿಕ ಶಕ್ತಿ ತುಂಬಲು [387,648,794,685]
lead-para: ಮಾತನಾಡುತ್ತಾ, ನಿರ್ಮಾಣ ಮಾಡಬೇಕು. ಇದಕ್ಕೆ ಕ್ರಮ ಕೈಗೊಳ್ಳಬೇಕು ಎಂದು ಹೇಳಿದರು. [399,416,564,446]
award-poster-col [567,1080,735,1348]
legal-sign-left: ಶೀರಸ್ತೇದಾರ್, ಪ್ರಾಥಮಿಕ ಸಿವಿಲ್ ನ್ಯಾಯಾಧೀಶರು ಮತ್ತು ಜೆಎಂಎಫ್‌ಸಿ ನ್ಯಾಯಾಲಯ, ಗುಬ್ಬಿ [25,1425,181,1447]
bank-para: ಈ ಸಂದರ್ಭದಲ್ಲಿ ಶಿರಾ ತಾಲೂಕು ಆಡ ಬ್ಯಾಂಕ್ ಅಧ್ಯಕ್ಷರು, ನಿರ್ದೇಶಕರು, ಸಿಬ್ಬಂದಿ ವರ್ಗದವರು, ಗ್ರಾಹಕರು ಹಾಜರಿದ್ದರು. [579,921,891,1017]
bottom-para: ಜಿಲ್ಲಾ ಜೆ.ಜೆ.ಎಂ. ಗುತ್ತಿಗೆದಾರ ಸಂಘದ ಅಧ್ಯಕ್ಷರು ಮಾತನಾಡಿ, ಕಳೆದ ಎರಡು ವರ್ಷಗಳಿಂದ ಬಿಲ್ ಪಾವತಿಯಾಗಿಲ್ಲ ಎಂದು ದೂರಿದರು. [16,1635,190,1695]
right-story1-para: ಈ ಎಲ್ಲಾ ವೈದ್ಯರು ಸಭೆಯಲ್ಲಿ ಜಿಲ್ಲಾ ಮಟ್ಟದ ಅಧಿಕಾರಿಗಳು, ತಾಲೂಕು ಆರೋಗ್ಯಾಧಿಕಾರಿಗಳು, ವೈದ್ಯಾಧಿಕಾರಿಗಳು ಹಾಜರಿದ್ದರು. [1326,347,1516,387]
award-col-3 [746,1080,915,1348]
legal-para: ಸದರಿ ದಾವೆಯ ವಿಚಾರಣೆಯನ್ನು ದಿನಾಂಕ 19/12/2025 ರಂದು ನಡೆಸಲಾಗುವುದು. ಆ ದಿನ ಹಾಜರಾಗದೇ ಇದ್ದಲ್ಲಿ ಏಕಪಕ್ಷೀಯ ಆದೇಶ ಹೊರಡಿಸಲಾಗುವುದು. [25,1362,359,1385]
lead-subheadline: ಅನುದಾನಿತ ಶಾಲೆ ಉಳಿಸಲು ಬದ್ಧ: ವಿಧಾನ ಪರಿಷತ್ ಸದಸ್ಯ ಡಿ.ಟಿ.ಶ್ರೀನಿವಾಸ್ [293,111,826,137]
bottom-article [16,1537,1527,1871]
lead-col-4 [576,152,749,628]
bottom-photo [210,1537,976,1805]
award-para: ಆಕ್ಷೇಪಣೆಯನ್ನು ಪ್ರಾಧಾನ ಕಾರ್ಯಕ್ರಮ ಹಮ್ಮಿಕೊಳ್ಳಲಾಗಿದ್ದು, ಜಿಲ್ಲಾದ್ಯಂತ 11–30ನೇ ಜಿಲ್ಲಾ ಬಲಿಜ ಸಂಘದ ಅಧ್ಯಕ್ಷ ಟಿ.ಎಸ್ ಅವರನ್ನು ಈಗ ಆಯ್ಕೆ ಪ್ರತಿಭೆಗಳಿಗೆ ಪ್ರಶಸ್ತಿ ಪುರಸ್ಕಾರ ಸಮಾವೇಶವನ್ನು ಪ್ರಕಟಿಸಲಾಗಿದೆ. ಸನ್ಮಾನ ಸಮಾರಂಭದ ಪ್ರಮುಖ ಭಾಗವಾಗಿ ಸಮಾರಂಭ ನಡೆಯಲಿದೆ. [575,1248,736,1342]
lead-article [16,152,1103,628]
lead-para: ಓರ್ವ ಶಿಕ್ಷಕನಿಂದ ತಿಳಿಸಿದ್ದೇನೆ ಎಂದರು. ಇದರ ಮೂಲಕ ಅನುದಾನಿತ ಶಾಲೆಗಳಲ್ಲಿ ಖಾಲಿ ಹುದ್ದೆಗಳನ್ನು ತುಂಬಲು ಅನುಮತಿ ನೀಡಲಾಗಿದೆ. ಒಮ್ಮೆಗೇ ರಿಂದ ಅನುದಾನಿತ 11300 ಖಾ ಶಿಕ್ಷಕರನ್ನು ಈಗ ಒಮ್ಮೆಗೇ ನೇಮಕಮಾಡಿದೆ. ಉಳಿದಿವೆ ಎಸ್‌ಎಸ್‌ಗಳ ಒಳಗಾಡುತ್ತಾ ಶಿಕ್ಷಕರ ಸೇರಿದರೆ ಒಟ್ಟು ಶಿಕ್ಷಕ ಸೇರಿಕೊಂಡ ಕೈಗೊಳ್ಳು ಅಗತ್ಯವಿದೆ ಎಂದರು. [585,410,749,532]
award-para: ನಗರದದಲ್ಲಿ ಜಿಲ್ಲಾ ಬಲಿಜ ಸಂಘದ ಪದಾಧಿಕಾರಿಗಳು ಮುಂದಿನ ಸಭೆಯನ್ನು ಮುಂಬರುವ ಜುಲೈ 27 ರಂದು ಬೆಳಗ್ಗೆ 10 ಗಂಟೆಗೆ ಕೈಜಾಡ ಪುರ ಕ್ಷೇತ್ರದ ಧರ್ಮಛತ್ರದಲ್ಲಿ ಆಯೋಜಿಸಿದ್ದಾರೆ. ಜಿಲ್ಲಾದ್ಯಂತ ಸಾಧನೆ ಮಾಡಿದ ವಿದ್ಯಾರ್ಥಿಗಳನ್ನು ಗುರುತಿಸಿ ಸನ್ಮಾನಿಸಲಾಗುವುದು. [387,1185,557,1266]
center-column [378,646,1094,1455]
legal-para: ಅರ್ಜಿದಾರರು : 1. ಶೌರಿಗೌಡ ಗೌಡನು, ಬಿನ್ ಲೇ. ಪುಟ್ಟಪ್ಪ, ವಯಸ್ಸು 62 ವರ್ಷ, 2.ನಾರಯಣ ಬಿನ್ ಲೇ. ಶಿವಣ್ಣಗೌಡ, ಸುಮಾರು 58 ವರ್ಷ,3.ಗೌಡ ಬಿನ್ ಲೇ.ಕೃಷ್ಣಪ್ಪ, ವಯಸ್ಸು 55 ವರ್ಷ ಎಲ್ಲಾ ಜನರ ವಾಸ, ಗುಬ್ಬಿ ತಾಲೂಕು ಮತ್ತು ಪ್ರತಿವಾದಿಗಳು ಸಂಬಂಧಪಟ್ಟ ನ್ಯಾಯಾಲಯ ಕಡೆ ನೋಟೀಸ್ ನೀಡಲಾಗಿದೆ. [25,1293,359,1328]
left-narrow-column [16,646,367,1455]
right-story2-para: ಪ್ರಥಮ ವರ್ಷದ ಪರೀಕ್ಷೆಯಲ್ಲಿ 86 ಶಾಂತದ ಎಂದರು. ಪ್ರಥಮ ವರ್ಷದ ಡಿಪ್ಲೊಮಾದಲ್ಲಿ ಎಲ್ಲಾ ವಿದ್ಯಾರ್ಥಿಗಳು ಉತ್ತೀರ್ಣರಾಗಿದ್ದಾರೆ. [1123,459,1394,545]
bank-para: ಹಲವಾರು ವರ್ಷಗಳಿಂದ ಶಿರಾ ಭಾಗದ ರೈತರಿಗೆ ಸಾಲ ಸೌಲಭ್ಯ ಸಿಗುತ್ತಿಲ್ಲ. ಈಗ ಬ್ಯಾಂಕ್ ಶಾಖೆ ಪ್ರಾರಂಭವಾಗಿದ್ದು ರೈತರಿಗೆ ಅನುಕೂಲವಾಗಲಿದೆ ಎಂದರು. [755,942,918,1002]
legal-case-number: ಓ.ಎಸ್. ನಂಬರ್ 105/2025 [143,1277,240,1289]
lead-photo-block [200,152,566,628]
guheshwara-photo-caption: ಗುಹೇಶ್ವರ ಸ್ವಾಮಿ ಸನ್ನಿಧಿಯಲ್ಲಿ ಕಟ್ಟಡ ಉದ್ಘಾಟನೆ ಮಾಡಲಾಯಿತು. [16,826,216,838]
lead-para: ಅನುದಾನಿತ ಶಾಲೆಗಳಿಗೆ ಎಂದರು. ಖಾಸಗಿ ಶಾಲೆಗಳ ಭರ್ತಿಮಾಡಿಕೊಂಡಿ ಸಹಾಯ ಶಿಕ್ಷಕರ ಭರ್ತಿಮಾಡಿದ್ದನ್ನು ಸಮೀಪವಿಟ್ಟುಕೊಂಡ ಉಚಿತ್ತ ಭರ್ತಿಗಾಳ ಕಂಡು ಬರುತ್ತಿದೆ. ಆದರೆ ಕಾಳಗಿ ಮತ್ತು ಖಾಸಗಿ ಶಾಲೆಗಳ ಭರ್ತಿಮಾಡಿದ್ದನ್ನು ಪ್ರಕ್ರಿಯೆ ಮಾಡಿದರೆ ಪ್ರಾಥಮಿಕ ಶಾಲೆಗಳ ಭರ್ತಿ ಶಾಂತ ಎಷ್ಟು ಎಂಬುದು ನಿಖರವಾಗಿ ತಿಳಿಯುತ್ತದೆ ಎಂದರು. [585,152,749,273]
lead-para: ಶಾಲೆಗಳಲ್ಲಿ ವ್ಯಾಸಂಗ ಮಾಡುತ್ತಿರುವ ವಿದ್ಯಾರ್ಥಿಗಳಿಗೆ ಸೌಕರ್ಯ ಒದಗಿಸುವುದು ಅತ್ಯಗತ್ಯ. ಶಿಕ್ಷಣ ಕ್ಷೇತ್ರ ಸುಧಾರಿಸಿದರೆ ರಾಜ್ಯದಲ್ಲಿ 6 ಸಾವಿರ ಕೆಲಸಗಳ ಶಾಲೆಗಳನ್ನು ತೆರೆಯಲು ಬರುವುದಿಲ್ಲ. ಈ ನಿಟ್ಟಿನಲ್ಲಿ ಪ್ರತಿ ವರ್ಷ 500 ರಿಂದ 600 ಶಾಲೆಗಳ ಶಾಲೆಗಳನ್ನು ಉಳಿಯಬೇಕಾದ ಅಗತ್ಯವಿದೆ ಎಂದು ಹೇಳಿದರು. [207,416,380,523]
bottom-headline: ಜೆಜೆಎಂ ಗುತ್ತಿಗೆದಾರರ ಸಮಸ್ಯೆ ಬಗೆಹರಿಸಿ [473,1469,1070,1524]
bank-para: ಶಿರಾ ನಗರದಲ್ಲಿ ನೂತನವಾಗಿ ಪ್ರಾರಂಭವಾದ ಗುಬ್ಬಿ 148ನೇ ಶಾಖಾವನ್ನು ಉದ್ಘಾಟಿಸಿ ಮಾತನಾಡಿದ ಅವರು, ಬ್ಯಾಂಕುಗಳ ಶಾಖೆ ಹೆಚ್ಚಾದಷ್ಟು ಜನರಿಗೆ ಅನುಕೂಲ ಆಗುತ್ತದೆ. ರೈತರು ಹಾಗೂ ಸಣ್ಣ ಉದ್ಯಮಿಗಳಿಗೆ ಸಾಲ ಸೌಲಭ್ಯ ಸಿಗುತ್ತದೆ ಎಂದರು. [387,846,561,936]
lead-para: ಎಸ್.ಎಸ್.ಎಲ್.ಸಿ ಫಲಿತಾಂಶ ಸುಧಾರಣೆಗೆ ಇದ್ದಷ್ಟು ಕ್ರಮ ಕೈಗೊಳ್ಳುವ ಅಗತ್ಯವಿದೆ. ಈ ಸಂದರ್ಭದಲ್ಲಿ ಎಚ್.ಪಿ. ಮತ್ತು ಪಿ.ಯು. ಶಿಕ್ಷಕರು ಸೇರಿ ಹಲವು ಶಿಕ್ಷಕರ ಪ್ರತ್ಯಕ್ಷವಾಗಿ ವಿವಿಧ ಕೆಲಸಗಳಿಂದ ಅಧಿಕಾರಿಗಳು ಕೇಳಿದ್ದಾರೆ. [399,520,564,596]
guheshwara-para: ಈ ವೇಳೆ ರೇವಣಸಿದ್ದೇಶ್ವರ ಶಿವಾಚಾರ್ಯ ಸ್ವಾಮೀಜಿಗಳು ಕಟ್ಟಡ ನಿರ್ಮಾಣಕ್ಕೆ ಸಹಕಾರ ನೀಡಿದ ದಾನಿಗಳನ್ನು ಸ್ಮರಿಸಿದರು. [199,875,367,916]
